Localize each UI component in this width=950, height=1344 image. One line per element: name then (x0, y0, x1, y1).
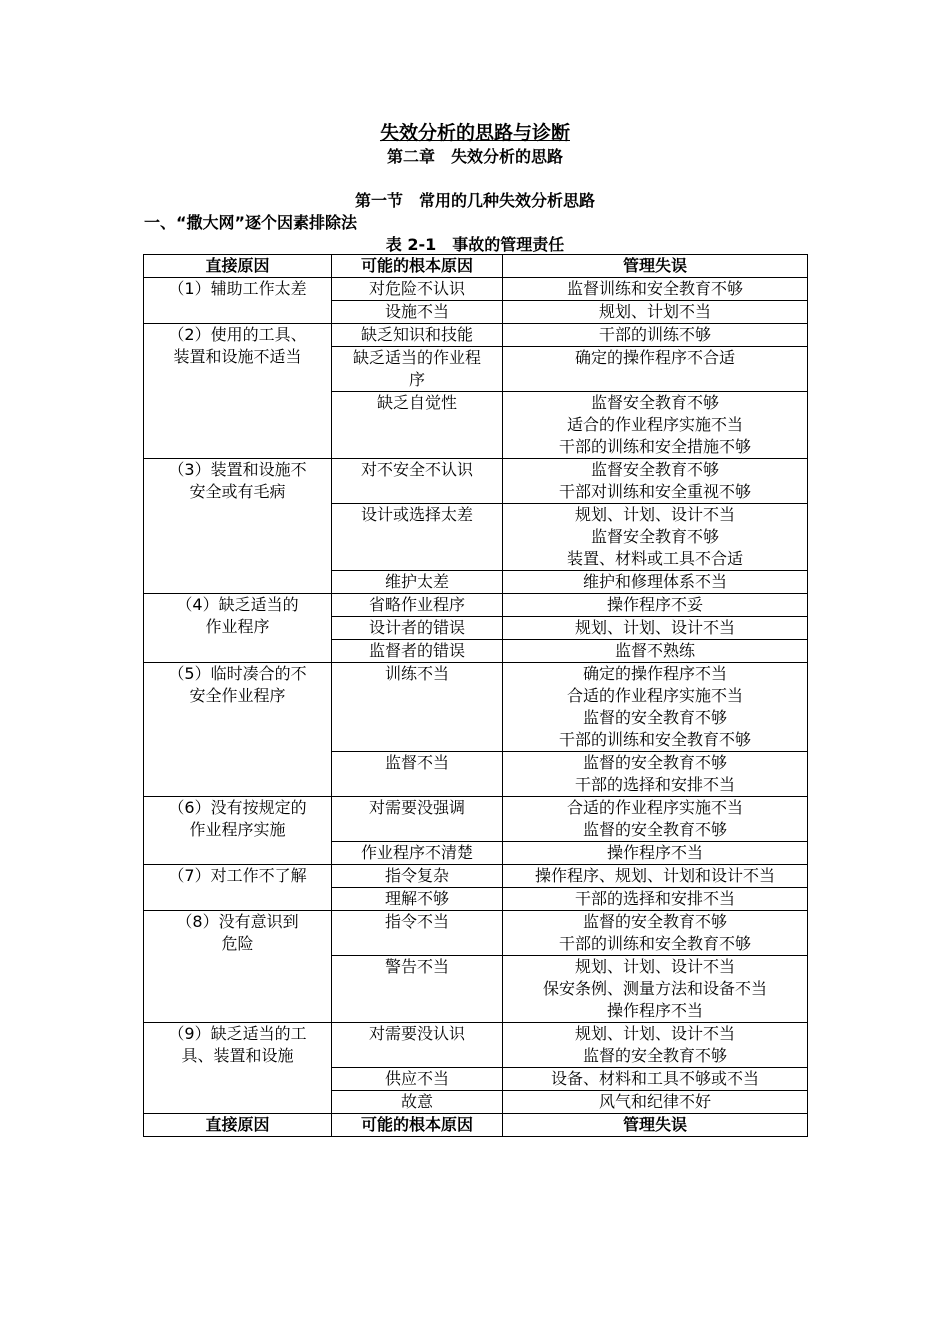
root-cause-text: 对需要没强调 (368, 798, 465, 817)
management-error-text: 监督的安全教育不够 (582, 708, 727, 727)
table-row (144, 911, 808, 956)
management-error-text: 规划、计划、设计不当 (574, 1024, 735, 1043)
direct-cause-cell (144, 459, 332, 594)
document-title: 失效分析的思路与诊断 (379, 122, 570, 144)
management-error-cell (503, 324, 808, 347)
management-error-text: 装置、材料或工具不合适 (566, 549, 743, 568)
root-cause-text: 指令不当 (384, 912, 449, 931)
direct-cause-text: 具、装置和设施 (181, 1046, 294, 1065)
management-error-text: 设备、材料和工具不够或不当 (550, 1069, 759, 1088)
root-cause-text: 缺乏自觉性 (376, 393, 457, 412)
table-row (144, 1023, 808, 1068)
management-error-text: 监督的安全教育不够 (582, 1046, 727, 1065)
management-error-text: 干部的训练和安全措施不够 (558, 437, 751, 456)
direct-cause-cell (144, 324, 332, 459)
management-responsibility-table (143, 254, 808, 1137)
root-cause-cell (332, 278, 503, 301)
management-error-text: 干部的训练和安全教育不够 (558, 934, 751, 953)
root-cause-cell (332, 459, 503, 504)
direct-cause-text: 危险 (221, 934, 254, 953)
root-cause-text: 指令复杂 (384, 866, 449, 885)
root-cause-text: 供应不当 (384, 1069, 449, 1088)
management-error-text: 监督的安全教育不够 (582, 912, 727, 931)
management-error-cell (503, 865, 808, 888)
management-error-cell (503, 301, 808, 324)
management-error-text: 干部的训练不够 (598, 325, 711, 344)
management-error-text: 干部的训练和安全教育不够 (558, 730, 751, 749)
table-row (144, 459, 808, 504)
management-error-text: 规划、计划、设计不当 (574, 618, 735, 637)
root-cause-text: 对危险不认识 (368, 279, 465, 298)
root-cause-text: 理解不够 (384, 889, 449, 908)
direct-cause-text: （3）装置和设施不 (168, 460, 307, 479)
root-cause-text: 缺乏适当的作业程 (352, 348, 481, 367)
header-direct-cause: 直接原因 (144, 255, 332, 278)
root-cause-cell (332, 1091, 503, 1114)
direct-cause-text: 装置和设施不适当 (173, 347, 302, 366)
management-error-cell (503, 459, 808, 504)
management-error-text: 监督的安全教育不够 (582, 753, 727, 772)
management-error-text: 规划、计划不当 (598, 302, 711, 321)
root-cause-text: 缺乏知识和技能 (360, 325, 473, 344)
management-error-text: 监督训练和安全教育不够 (566, 279, 743, 298)
management-error-cell (503, 842, 808, 865)
management-error-text: 监督安全教育不够 (590, 460, 719, 479)
direct-cause-text: （4）缺乏适当的 (176, 595, 299, 614)
management-error-text: 干部的选择和安排不当 (574, 775, 735, 794)
management-error-text: 风气和纪律不好 (598, 1092, 711, 1111)
management-error-cell (503, 1068, 808, 1091)
root-cause-cell (332, 888, 503, 911)
root-cause-text: 设计或选择太差 (360, 505, 473, 524)
management-error-text: 合适的作业程序实施不当 (566, 686, 743, 705)
direct-cause-cell (144, 1023, 332, 1114)
root-cause-text: 设计者的错误 (368, 618, 465, 637)
root-cause-cell (332, 594, 503, 617)
root-cause-cell (332, 842, 503, 865)
management-error-text: 操作程序不当 (606, 1001, 703, 1020)
management-error-cell (503, 617, 808, 640)
management-error-text: 规划、计划、设计不当 (574, 505, 735, 524)
root-cause-text: 训练不当 (384, 664, 449, 683)
direct-cause-cell (144, 911, 332, 1023)
header-management-error: 管理失误 (503, 255, 808, 278)
root-cause-cell (332, 956, 503, 1023)
root-cause-cell (332, 663, 503, 752)
direct-cause-text: （5）临时凑合的不 (168, 664, 307, 683)
direct-cause-cell (144, 663, 332, 797)
management-error-cell (503, 1091, 808, 1114)
root-cause-cell (332, 504, 503, 571)
chapter-heading: 第二章 失效分析的思路 (386, 147, 563, 166)
management-error-cell (503, 1023, 808, 1068)
management-error-text: 适合的作业程序实施不当 (566, 415, 743, 434)
table-row (144, 324, 808, 347)
management-error-cell (503, 571, 808, 594)
header-root-cause: 可能的根本原因 (332, 255, 503, 278)
table-row (144, 865, 808, 888)
direct-cause-cell (144, 865, 332, 911)
root-cause-cell (332, 347, 503, 392)
root-cause-cell (332, 1068, 503, 1091)
root-cause-text: 对不安全不认识 (360, 460, 473, 479)
management-error-text: 监督安全教育不够 (590, 527, 719, 546)
management-error-cell (503, 392, 808, 459)
management-error-text: 干部对训练和安全重视不够 (558, 482, 751, 501)
root-cause-text: 监督者的错误 (368, 641, 465, 660)
management-error-cell (503, 752, 808, 797)
management-error-text: 维护和修理体系不当 (582, 572, 727, 591)
management-error-cell (503, 278, 808, 301)
management-error-cell (503, 956, 808, 1023)
direct-cause-text: 安全或有毛病 (189, 482, 286, 501)
root-cause-cell (332, 752, 503, 797)
management-error-cell (503, 347, 808, 392)
management-error-cell (503, 504, 808, 571)
direct-cause-cell (144, 797, 332, 865)
root-cause-cell (332, 911, 503, 956)
root-cause-cell (332, 571, 503, 594)
direct-cause-text: （9）缺乏适当的工 (168, 1024, 307, 1043)
management-error-text: 操作程序、规划、计划和设计不当 (534, 866, 775, 885)
root-cause-cell (332, 1023, 503, 1068)
management-error-text: 干部的选择和安排不当 (574, 889, 735, 908)
management-error-cell (503, 911, 808, 956)
direct-cause-text: 作业程序实施 (189, 820, 286, 839)
table-footer-row (144, 1114, 808, 1137)
table-row (144, 797, 808, 842)
direct-cause-cell (144, 594, 332, 663)
root-cause-cell (332, 301, 503, 324)
direct-cause-text: 安全作业程序 (189, 686, 286, 705)
management-error-text: 确定的操作程序不合适 (574, 348, 735, 367)
management-error-text: 规划、计划、设计不当 (574, 957, 735, 976)
root-cause-text: 故意 (400, 1092, 433, 1111)
root-cause-text: 警告不当 (384, 957, 449, 976)
direct-cause-text: （2）使用的工具、 (168, 325, 307, 344)
root-cause-cell (332, 797, 503, 842)
table-row (144, 663, 808, 752)
management-error-text: 监督的安全教育不够 (582, 820, 727, 839)
subsection-heading: 一、“撒大网”逐个因素排除法 (144, 213, 358, 232)
management-error-text: 确定的操作程序不当 (582, 664, 727, 683)
management-error-cell (503, 663, 808, 752)
direct-cause-cell (144, 278, 332, 324)
management-error-cell (503, 888, 808, 911)
root-cause-text: 对需要没认识 (368, 1024, 465, 1043)
root-cause-text: 设施不当 (384, 302, 449, 321)
management-error-cell (503, 797, 808, 842)
root-cause-cell (332, 865, 503, 888)
section-heading: 第一节 常用的几种失效分析思路 (354, 191, 595, 210)
direct-cause-text: （7）对工作不了解 (168, 866, 307, 885)
direct-cause-text: 作业程序 (205, 617, 270, 636)
table-body (144, 278, 808, 1114)
root-cause-text: 作业程序不清楚 (360, 843, 473, 862)
table-row (144, 278, 808, 301)
footer-direct-cause: 直接原因 (144, 1114, 332, 1137)
direct-cause-text: （1）辅助工作太差 (168, 279, 307, 298)
root-cause-text: 序 (408, 370, 425, 389)
management-error-cell (503, 640, 808, 663)
footer-root-cause: 可能的根本原因 (332, 1114, 503, 1137)
root-cause-cell (332, 392, 503, 459)
direct-cause-text: （6）没有按规定的 (168, 798, 307, 817)
root-cause-text: 省略作业程序 (368, 595, 465, 614)
table-caption: 表 2-1 事故的管理责任 (385, 235, 565, 254)
table-header-row (144, 255, 808, 278)
management-error-text: 合适的作业程序实施不当 (566, 798, 743, 817)
management-error-text: 操作程序不当 (606, 843, 703, 862)
root-cause-cell (332, 617, 503, 640)
management-error-text: 保安条例、测量方法和设备不当 (542, 979, 767, 998)
table-row (144, 594, 808, 617)
direct-cause-text: （8）没有意识到 (176, 912, 299, 931)
management-error-text: 监督安全教育不够 (590, 393, 719, 412)
root-cause-text: 监督不当 (384, 753, 449, 772)
management-error-cell (503, 594, 808, 617)
management-error-text: 操作程序不妥 (606, 595, 703, 614)
root-cause-cell (332, 640, 503, 663)
root-cause-text: 维护太差 (384, 572, 449, 591)
root-cause-cell (332, 324, 503, 347)
footer-management-error: 管理失误 (503, 1114, 808, 1137)
management-error-text: 监督不熟练 (614, 641, 695, 660)
